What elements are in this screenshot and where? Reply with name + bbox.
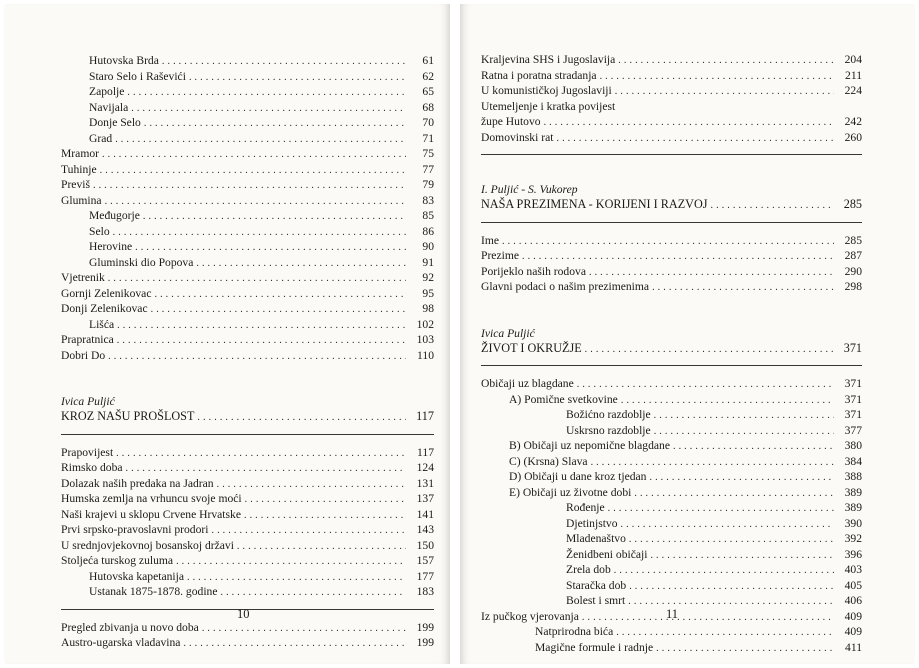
toc-entry <box>61 584 434 600</box>
toc-entry <box>481 454 862 470</box>
toc-entry <box>481 531 862 547</box>
leader-dots <box>126 461 406 477</box>
toc-entry-page: 103 <box>416 333 434 346</box>
leader-dots <box>117 318 406 334</box>
leader-dots <box>650 548 834 564</box>
toc-entry <box>481 423 862 439</box>
toc-entry-page: 388 <box>844 470 862 483</box>
section-rule <box>61 434 434 435</box>
toc-entry-page: 143 <box>416 523 434 536</box>
toc-entry-page: 86 <box>422 224 434 238</box>
toc-entry <box>61 301 434 317</box>
toc-entry-page: 287 <box>844 249 862 262</box>
toc-entry <box>61 445 434 461</box>
toc-entry-title: Dobri Do <box>61 348 106 362</box>
leader-dots <box>629 532 834 548</box>
toc-entry-title: Zrela dob <box>566 563 611 576</box>
leader-dots <box>600 69 834 85</box>
leader-dots <box>616 625 834 641</box>
toc-entry-page: 62 <box>422 69 434 83</box>
toc-entry <box>481 438 862 454</box>
leader-dots <box>100 163 406 179</box>
toc-entry-page: 85 <box>422 209 434 222</box>
toc-entry-title: Gluminski dio Popova <box>89 255 194 269</box>
leader-dots <box>211 523 406 539</box>
leader-dots <box>237 539 406 555</box>
toc-entry <box>61 177 434 193</box>
toc-entry <box>481 500 862 516</box>
leader-dots <box>113 225 406 241</box>
toc-entry-page: 409 <box>844 625 862 638</box>
toc-entry-page: 141 <box>416 507 434 521</box>
toc-entry <box>481 130 862 146</box>
toc-entry <box>61 491 434 507</box>
toc-entry-title: Bolest i smrt <box>566 594 626 607</box>
toc-entry-page: 131 <box>416 476 434 490</box>
toc-entry-page: 260 <box>844 130 862 144</box>
toc-entry-title: Staračka dob <box>566 578 627 592</box>
toc-entry-title: Herovine <box>89 240 133 253</box>
toc-entry-title: Donji Zelenikovac <box>61 302 148 315</box>
toc-entry-title: Iz pučkog vjerovanja <box>481 609 579 623</box>
leader-dots <box>711 198 835 214</box>
toc-entry-page: 371 <box>844 392 862 406</box>
toc-entry <box>481 485 862 501</box>
leader-dots <box>131 101 406 117</box>
leader-dots <box>654 408 834 424</box>
toc-entry-page: 150 <box>416 538 434 552</box>
toc-entry-page: 83 <box>422 193 434 207</box>
toc-entry-title: Kraljevina SHS i Jugoslavija <box>481 53 616 66</box>
leader-dots <box>115 132 406 148</box>
section-rule <box>481 154 862 155</box>
toc-entry <box>481 407 862 423</box>
leader-dots <box>591 455 834 471</box>
toc-entry-title: Rođenje <box>566 501 605 514</box>
toc-entry <box>61 635 434 651</box>
toc-entry <box>61 100 434 116</box>
toc-entry-page: 90 <box>422 240 434 253</box>
toc-entry <box>481 114 862 130</box>
toc-entry-page: 406 <box>844 594 862 607</box>
leader-dots <box>135 240 406 256</box>
leader-dots <box>196 256 406 272</box>
toc-entry-page: 75 <box>422 147 434 160</box>
toc-entry <box>61 162 434 178</box>
leader-dots <box>522 249 834 265</box>
left-page <box>4 4 450 664</box>
leader-dots <box>589 265 834 281</box>
leader-dots <box>143 209 406 225</box>
toc-entry-page: 371 <box>844 408 862 421</box>
toc-entry-page: 380 <box>844 439 862 452</box>
toc-entry <box>61 348 434 364</box>
toc-entry-page: 110 <box>417 348 434 362</box>
toc-entry-page: 403 <box>844 563 862 576</box>
leader-dots <box>614 563 834 579</box>
leader-dots <box>618 53 834 69</box>
toc-entry-title: B) Običaji uz nepomične blagdane <box>509 439 670 452</box>
toc-entry <box>61 239 434 255</box>
toc-entry-page: 411 <box>845 640 862 654</box>
toc-entry <box>61 507 434 523</box>
toc-entry-page: 204 <box>844 53 862 66</box>
leader-dots <box>176 554 406 570</box>
leader-dots <box>108 271 406 287</box>
toc-entry-page: 409 <box>844 609 862 623</box>
section-author: Ivica Puljić <box>61 395 115 408</box>
toc-entry <box>481 248 862 264</box>
toc-entry-title: župe Hutovo <box>481 115 541 128</box>
toc-entry-title: Prvi srpsko-pravoslavni prodori <box>61 523 209 536</box>
toc-entry-title: Selo <box>89 224 110 238</box>
toc-entry-title: C) (Krsna) Slava <box>509 454 588 468</box>
toc-entry-title: Porijeklo naših rodova <box>481 264 586 278</box>
toc-entry-title: Uskrsno razdoblje <box>566 423 651 437</box>
toc-entry <box>481 68 862 84</box>
toc-entry-title: Božićno razdoblje <box>566 408 651 421</box>
leader-dots <box>187 570 406 586</box>
section-title: ŽIVOT I OKRUŽJE <box>481 340 582 355</box>
toc-entry <box>61 115 434 131</box>
toc-entry <box>61 255 434 271</box>
toc-entry <box>481 233 862 249</box>
toc-entry-title: Glumina <box>61 193 102 207</box>
leader-dots <box>544 115 834 131</box>
leader-dots <box>582 610 834 626</box>
leader-dots <box>117 333 406 349</box>
toc-entry-title: U srednjovjekovnoj bosanskoj državi <box>61 538 234 552</box>
leader-dots <box>577 377 834 393</box>
leader-dots <box>108 349 406 365</box>
toc-entry-page: 71 <box>422 131 434 145</box>
toc-entry-page: 98 <box>422 302 434 315</box>
section-heading <box>61 409 434 425</box>
toc-entry-page: 117 <box>417 445 434 459</box>
leader-dots <box>93 178 406 194</box>
toc-entry-title: Zapolje <box>89 85 125 98</box>
leader-dots <box>189 70 406 86</box>
section-heading <box>481 341 862 357</box>
toc-entry <box>61 286 434 302</box>
toc-entry-page: 70 <box>422 116 434 129</box>
leader-dots <box>116 446 406 462</box>
toc-entry-page: 137 <box>416 492 434 505</box>
toc-entry-title: Tuhinje <box>61 162 97 176</box>
page-number-right: 11 <box>666 607 679 621</box>
leader-dots <box>556 131 834 147</box>
toc-entry-title: Naši krajevi u sklopu Crvene Hrvatske <box>61 507 241 521</box>
toc-entry-page: 124 <box>416 461 434 474</box>
toc-entry-page: 65 <box>422 85 434 98</box>
toc-entry <box>481 547 862 563</box>
toc-entry-page: 298 <box>844 280 862 293</box>
leader-dots <box>183 636 406 652</box>
leader-dots <box>673 439 834 455</box>
toc-entry-title: Lišća <box>89 317 115 331</box>
toc-entry-title: Glavni podaci o našim prezimenima <box>481 280 650 293</box>
toc-entry <box>61 332 434 348</box>
toc-entry-title: Djetinjstvo <box>566 516 618 530</box>
toc-entry <box>481 392 862 408</box>
toc-entry-page: 79 <box>422 178 434 191</box>
toc-entry-page: 199 <box>416 620 434 634</box>
section-page: 285 <box>843 197 862 211</box>
toc-entry <box>61 476 434 492</box>
leader-dots <box>656 641 834 657</box>
toc-entry-title: Običaji uz blagdane <box>481 377 574 390</box>
leader-dots <box>634 486 834 502</box>
toc-entry <box>61 84 434 100</box>
toc-entry <box>61 460 434 476</box>
right-entries-a <box>481 52 862 99</box>
toc-entry-page: 285 <box>844 233 862 247</box>
toc-entry-page: 95 <box>422 286 434 300</box>
toc-entry <box>481 279 862 295</box>
right-entries-a2 <box>481 114 862 145</box>
right-entries-b <box>481 233 862 295</box>
toc-line: Utemeljenje i kratka povijest <box>481 99 616 113</box>
toc-entry-page: 77 <box>422 162 434 176</box>
section-author: Ivica Puljić <box>481 326 535 340</box>
leader-dots <box>162 54 406 70</box>
leader-dots <box>585 342 834 358</box>
leader-dots <box>197 410 406 426</box>
toc-entry-title: Hutovska kapetanija <box>89 569 184 583</box>
toc-entry <box>61 270 434 286</box>
toc-entry-page: 371 <box>844 377 862 390</box>
toc-entry <box>481 52 862 68</box>
toc-entry <box>61 208 434 224</box>
section-author: I. Puljić - S. Vukorep <box>481 183 578 196</box>
toc-entry <box>61 224 434 240</box>
toc-entry <box>61 53 434 69</box>
toc-entry-title: Domovinski rat <box>481 130 554 144</box>
toc-entry-page: 224 <box>844 84 862 97</box>
leader-dots <box>628 594 834 610</box>
leader-dots <box>202 621 406 637</box>
leader-dots <box>105 194 406 210</box>
left-entries-b <box>61 445 434 600</box>
section-title: NAŠA PREZIMENA - KORIJENI I RAZVOJ <box>481 197 708 211</box>
toc-entry-title: Staro Selo i Raševići <box>89 69 186 83</box>
leader-dots <box>245 492 406 508</box>
left-toc <box>61 53 434 651</box>
toc-entry-title: Ratna i poratna stradanja <box>481 68 597 82</box>
toc-entry-page: 377 <box>844 423 862 437</box>
toc-entry-title: Austro-ugarska vladavina <box>61 636 181 649</box>
toc-entry <box>481 264 862 280</box>
toc-entry-title: Stoljeća turskog zuluma <box>61 554 174 567</box>
left-entries-a <box>61 53 434 363</box>
toc-entry-title: Prapovijest <box>61 445 114 459</box>
toc-entry-title: Vjetrenik <box>61 271 105 284</box>
leader-dots <box>102 147 406 163</box>
toc-entry <box>481 376 862 392</box>
toc-entry <box>481 516 862 532</box>
toc-entry-title: A) Pomične svetkovine <box>509 392 618 406</box>
toc-entry <box>481 640 862 656</box>
toc-entry-title: Mramor <box>61 147 99 160</box>
toc-entry-title: Mladenaštvo <box>566 532 626 545</box>
toc-entry-title: Prapratnica <box>61 333 114 346</box>
leader-dots <box>502 234 834 250</box>
toc-entry-title: Međugorje <box>89 209 140 222</box>
toc-entry <box>61 522 434 538</box>
toc-entry-page: 91 <box>422 255 434 269</box>
toc-entry <box>61 69 434 85</box>
toc-entry-page: 183 <box>416 585 434 598</box>
leader-dots <box>151 302 406 318</box>
toc-entry-title: Humska zemlja na vrhuncu svoje moći <box>61 492 242 505</box>
toc-entry-title: U komunističkoj Jugoslaviji <box>481 84 612 97</box>
toc-entry-title: Navijala <box>89 100 129 114</box>
toc-entry-title: Hutovska Brda <box>89 54 159 67</box>
leader-dots <box>649 470 834 486</box>
leader-dots <box>621 517 834 533</box>
toc-entry <box>481 578 862 594</box>
toc-entry <box>481 469 862 485</box>
toc-entry-page: 396 <box>844 547 862 561</box>
leader-dots <box>654 424 834 440</box>
toc-entry-title: E) Običaji uz životne dobi <box>509 485 632 499</box>
toc-entry-title: Rimsko doba <box>61 461 123 474</box>
toc-entry-page: 199 <box>416 636 434 649</box>
toc-entry <box>61 569 434 585</box>
toc-entry-title: Dolazak naših predaka na Jadran <box>61 476 214 490</box>
book-gutter <box>450 0 460 668</box>
toc-entry <box>61 553 434 569</box>
toc-entry-page: 389 <box>844 501 862 514</box>
toc-entry-title: Grad <box>89 131 113 145</box>
toc-entry <box>61 538 434 554</box>
toc-entry-title: Pregled zbivanja u novo doba <box>61 620 199 634</box>
leader-dots <box>217 477 406 493</box>
toc-entry <box>481 83 862 99</box>
toc-entry-title: Prezime <box>481 249 519 262</box>
toc-entry-page: 92 <box>422 271 434 284</box>
toc-entry-title: Gornji Zelenikovac <box>61 286 152 300</box>
toc-entry-page: 290 <box>844 264 862 278</box>
toc-entry <box>481 624 862 640</box>
leader-dots <box>220 585 406 601</box>
toc-entry-title: Ustanak 1875-1878. godine <box>89 585 218 598</box>
leader-dots <box>615 84 834 100</box>
toc-entry-title: Ime <box>481 233 500 247</box>
leader-dots <box>127 85 406 101</box>
toc-entry-page: 390 <box>844 516 862 530</box>
section-rule <box>481 365 862 366</box>
toc-entry <box>61 131 434 147</box>
page-number-left: 10 <box>237 607 250 621</box>
toc-entry-page: 61 <box>422 54 434 67</box>
toc-entry <box>61 146 434 162</box>
toc-entry <box>481 562 862 578</box>
section-heading <box>481 197 862 213</box>
toc-entry-page: 68 <box>422 100 434 114</box>
toc-entry-title: Donje Selo <box>89 116 141 129</box>
toc-entry-page: 177 <box>416 569 434 583</box>
toc-entry-page: 405 <box>844 578 862 592</box>
toc-entry-page: 392 <box>844 532 862 545</box>
toc-entry-page: 384 <box>844 454 862 468</box>
toc-entry <box>61 193 434 209</box>
toc-entry-title: Ženidbeni običaji <box>566 547 648 561</box>
section-page: 371 <box>843 340 862 355</box>
leader-dots <box>144 116 406 132</box>
leader-dots <box>629 579 834 595</box>
toc-entry-page: 211 <box>845 68 862 82</box>
leader-dots <box>652 280 834 296</box>
toc-entry-title: Previš <box>61 178 90 191</box>
toc-entry-title: D) Običaji u dane kroz tjedan <box>509 470 647 483</box>
section-page: 117 <box>416 409 434 423</box>
leader-dots <box>244 508 406 524</box>
toc-entry-title: Natprirodna bića <box>535 625 614 638</box>
left-entries-c <box>61 620 434 651</box>
section-title: KROZ NAŠU PROŠLOST <box>61 409 195 423</box>
right-toc <box>481 52 862 655</box>
leader-dots <box>621 393 834 409</box>
toc-entry <box>61 317 434 333</box>
toc-entry-page: 157 <box>416 554 434 567</box>
right-page <box>460 4 915 664</box>
toc-entry-page: 102 <box>416 317 434 331</box>
toc-entry-page: 242 <box>844 115 862 128</box>
toc-entry-page: 389 <box>844 485 862 499</box>
leader-dots <box>154 287 406 303</box>
toc-entry-title: Magične formule i radnje <box>535 640 654 654</box>
leader-dots <box>608 501 834 517</box>
section-rule <box>481 222 862 223</box>
